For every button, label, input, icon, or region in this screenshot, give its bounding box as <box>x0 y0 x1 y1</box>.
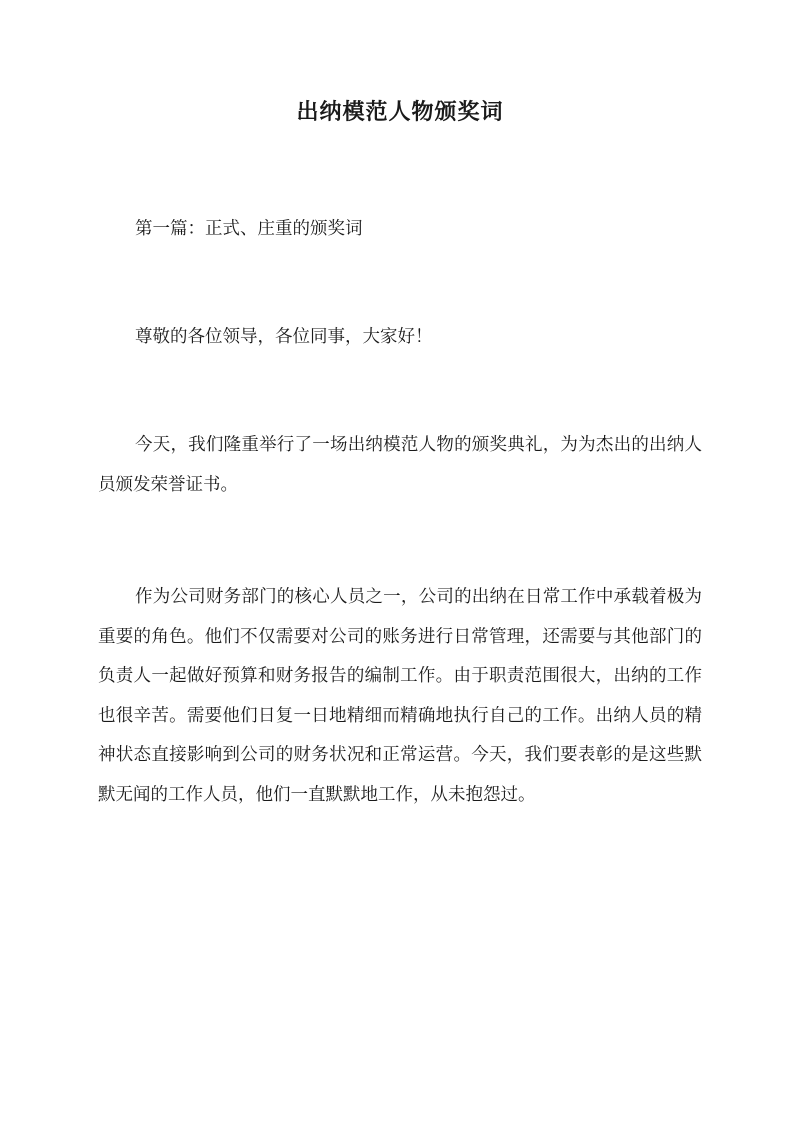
document-title: 出纳模范人物颁奖词 <box>296 99 504 125</box>
intro-paragraph: 今天，我们隆重举行了一场出纳模范人物的颁奖典礼，为为杰出的出纳人员颁发荣誉证书。 <box>98 435 702 495</box>
body-paragraph: 作为公司财务部门的核心人员之一，公司的出纳在日常工作中承载着极为重要的角色。他们不仅需要对公司的账务进行日常管理，还需要与其他部门的负责人一起做好预算和财务报告的编制工作。由于职责范围很大，出纳的工作也很辛苦。需要他们日复一日地精细而精确地执行自己的工作。出纳人员的精神状态直接影响到公司的财务状况和正常运营。今天，我们要表彰的是这些默默无闻的工作人员，他们一直默默地工作，从未抱怨过。 <box>98 587 702 805</box>
section-heading: 第一篇：正式、庄重的颁奖词 <box>135 219 363 239</box>
greeting-paragraph: 尊敬的各位领导，各位同事，大家好！ <box>135 327 433 347</box>
